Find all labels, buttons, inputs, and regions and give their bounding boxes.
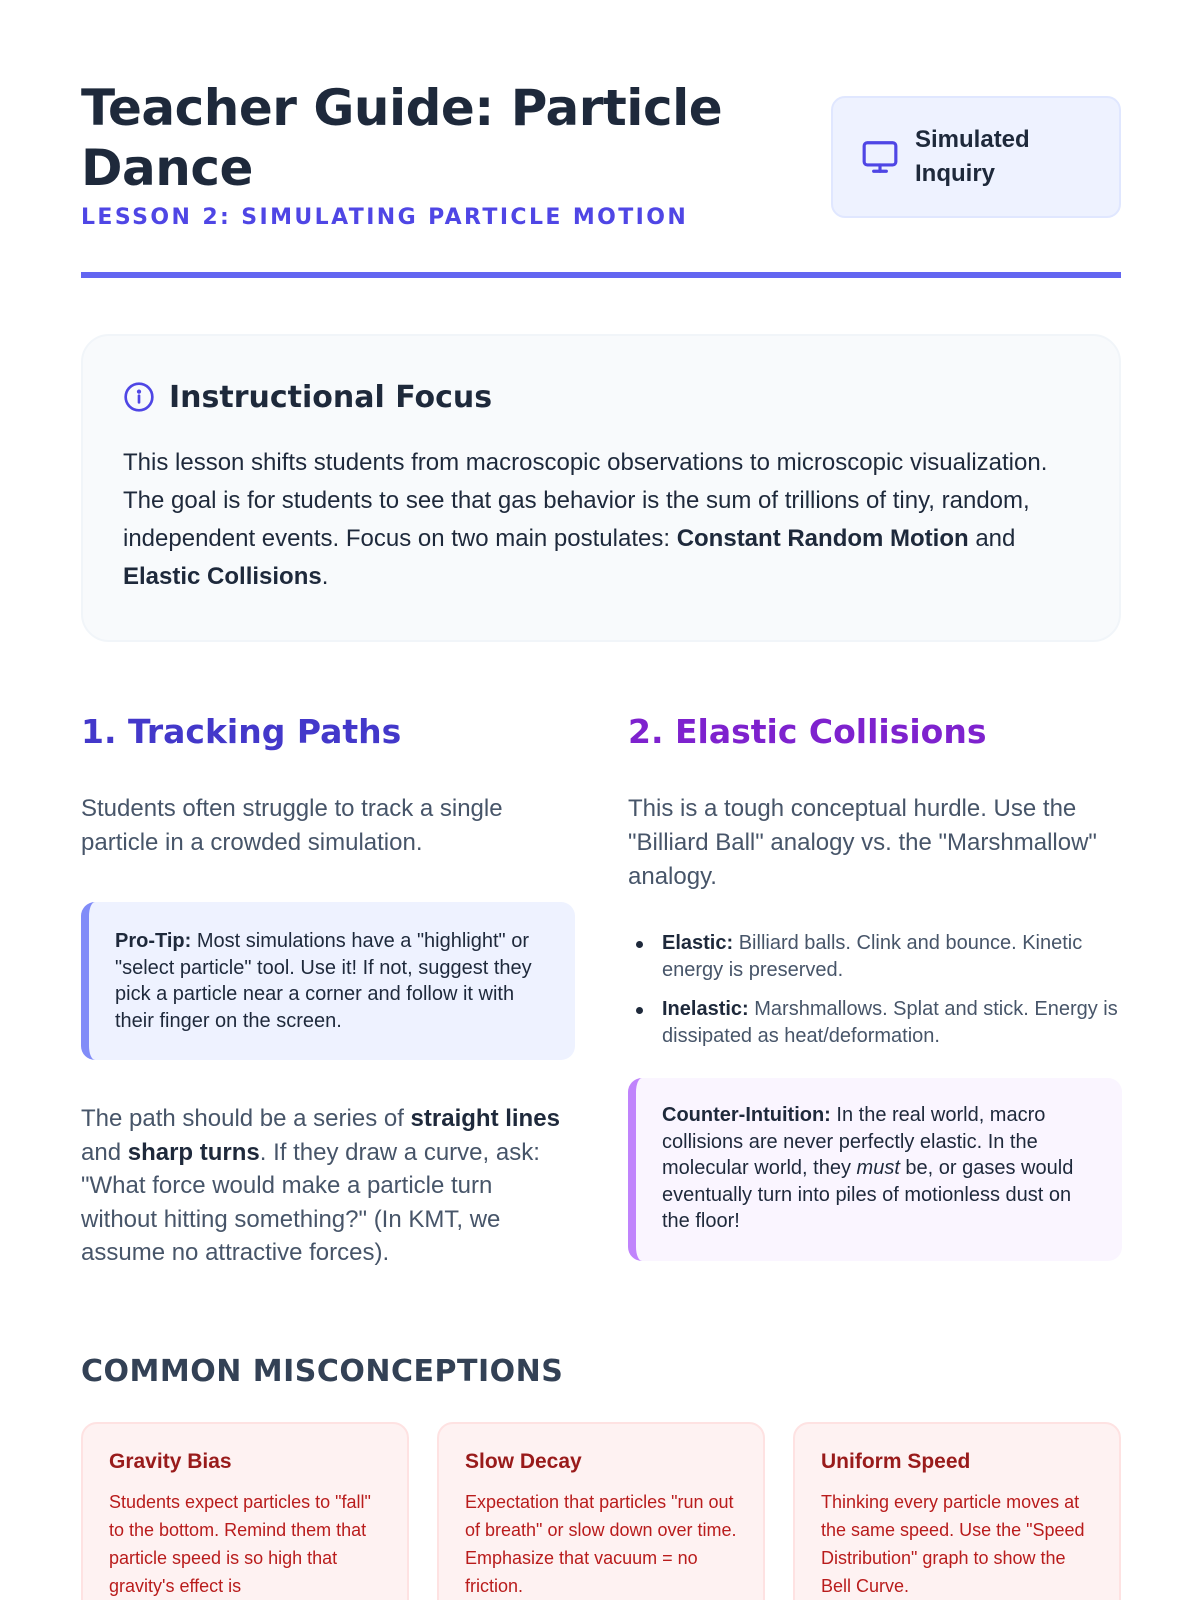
focus-postulate-1: Constant Random Motion — [676, 525, 969, 552]
misconceptions-heading: COMMON MISCONCEPTIONS — [81, 1354, 564, 1389]
list-item — [628, 930, 1122, 984]
tracking-text-part: and — [81, 1138, 128, 1166]
misconception-title: Uniform Speed — [821, 1450, 971, 1473]
monitor-icon — [861, 138, 899, 176]
misconception-cards — [81, 1422, 1121, 1600]
page-title: Teacher Guide: Particle Dance — [81, 79, 723, 197]
counter-intuition-label: Counter-Intuition: — [662, 1104, 831, 1126]
tracking-heading: 1. Tracking Paths — [81, 712, 402, 751]
mode-badge-label: Simulated Inquiry — [915, 126, 1030, 187]
guide-header — [81, 78, 1121, 278]
tracking-paths-section — [81, 710, 575, 1270]
mode-badge — [831, 96, 1121, 218]
list-item — [628, 996, 1122, 1050]
misconception-card — [81, 1422, 409, 1600]
pro-tip-callout — [81, 902, 575, 1060]
focus-postulate-2: Elastic Collisions — [123, 563, 322, 590]
tracking-paragraph — [81, 1102, 575, 1270]
counter-emphasis: must — [856, 1157, 900, 1179]
misconception-card — [437, 1422, 765, 1600]
bullet-text: Marshmallows. Splat and stick. Energy is dissipated as heat/deformation. — [662, 998, 1118, 1047]
misconception-text: Thinking every particle moves at the same speed. Use the "Speed Distribution" graph to show the Bell Curve. — [821, 1492, 1085, 1596]
lesson-subtitle: LESSON 2: SIMULATING PARTICLE MOTION — [81, 205, 689, 230]
focus-heading: Instructional Focus — [169, 379, 493, 415]
tracking-text-part: . If they draw a curve, ask: "What force would make a particle turn without hitting something?" (In KMT, we assume no attractive forces). — [81, 1138, 540, 1266]
header-divider — [81, 272, 1121, 278]
collision-types-list — [628, 930, 1122, 1050]
misconception-text: Students expect particles to "fall" to the bottom. Remind them that particle speed is so high that gravity's effect is — [109, 1492, 371, 1596]
collisions-lead: This is a tough conceptual hurdle. Use the "Billiard Ball" analogy vs. the "Marshmallow" analogy. — [628, 795, 1097, 890]
collisions-heading: 2. Elastic Collisions — [628, 712, 987, 751]
counter-intuition-callout — [628, 1078, 1122, 1261]
focus-text-part: This lesson shifts students from macroscopic observations to microscopic visualization. The goal is for students to see that gas behavior is the sum of trillions of tiny, random, independent events. Focus on two main postulates: — [123, 449, 1048, 552]
bullet-label: Elastic: — [662, 932, 734, 954]
info-icon — [123, 381, 155, 413]
counter-text-part: In the real world, macro collisions are never perfectly elastic. In the molecular world, they — [662, 1104, 1046, 1179]
tracking-emphasis: sharp turns — [127, 1138, 260, 1166]
focus-text-part: . — [321, 563, 329, 590]
focus-header — [123, 376, 1079, 418]
bullet-label: Inelastic: — [662, 998, 749, 1020]
pro-tip-label: Pro-Tip: — [115, 930, 192, 952]
elastic-collisions-section — [628, 710, 1122, 1261]
pro-tip-text: Most simulations have a "highlight" or "select particle" tool. Use it! If not, suggest they pick a particle near a corner and follow it with their finger on the screen. — [115, 930, 532, 1032]
tracking-emphasis: straight lines — [410, 1105, 560, 1132]
tracking-text-part: The path should be a series of — [81, 1105, 411, 1132]
misconception-text: Expectation that particles "run out of breath" or slow down over time. Emphasize that vacuum = no friction. — [465, 1492, 737, 1596]
focus-text-part: and — [968, 525, 1016, 552]
instructional-focus-card — [81, 334, 1121, 642]
tracking-lead: Students often struggle to track a single particle in a crowded simulation. — [81, 795, 503, 856]
counter-text-part: be, or gases would eventually turn into piles of motionless dust on the floor! — [662, 1157, 1074, 1232]
focus-text — [123, 444, 1079, 596]
misconception-card — [793, 1422, 1121, 1600]
misconception-title: Gravity Bias — [109, 1450, 232, 1473]
misconception-title: Slow Decay — [465, 1450, 582, 1473]
bullet-text: Billiard balls. Clink and bounce. Kinetic energy is preserved. — [662, 932, 1083, 981]
